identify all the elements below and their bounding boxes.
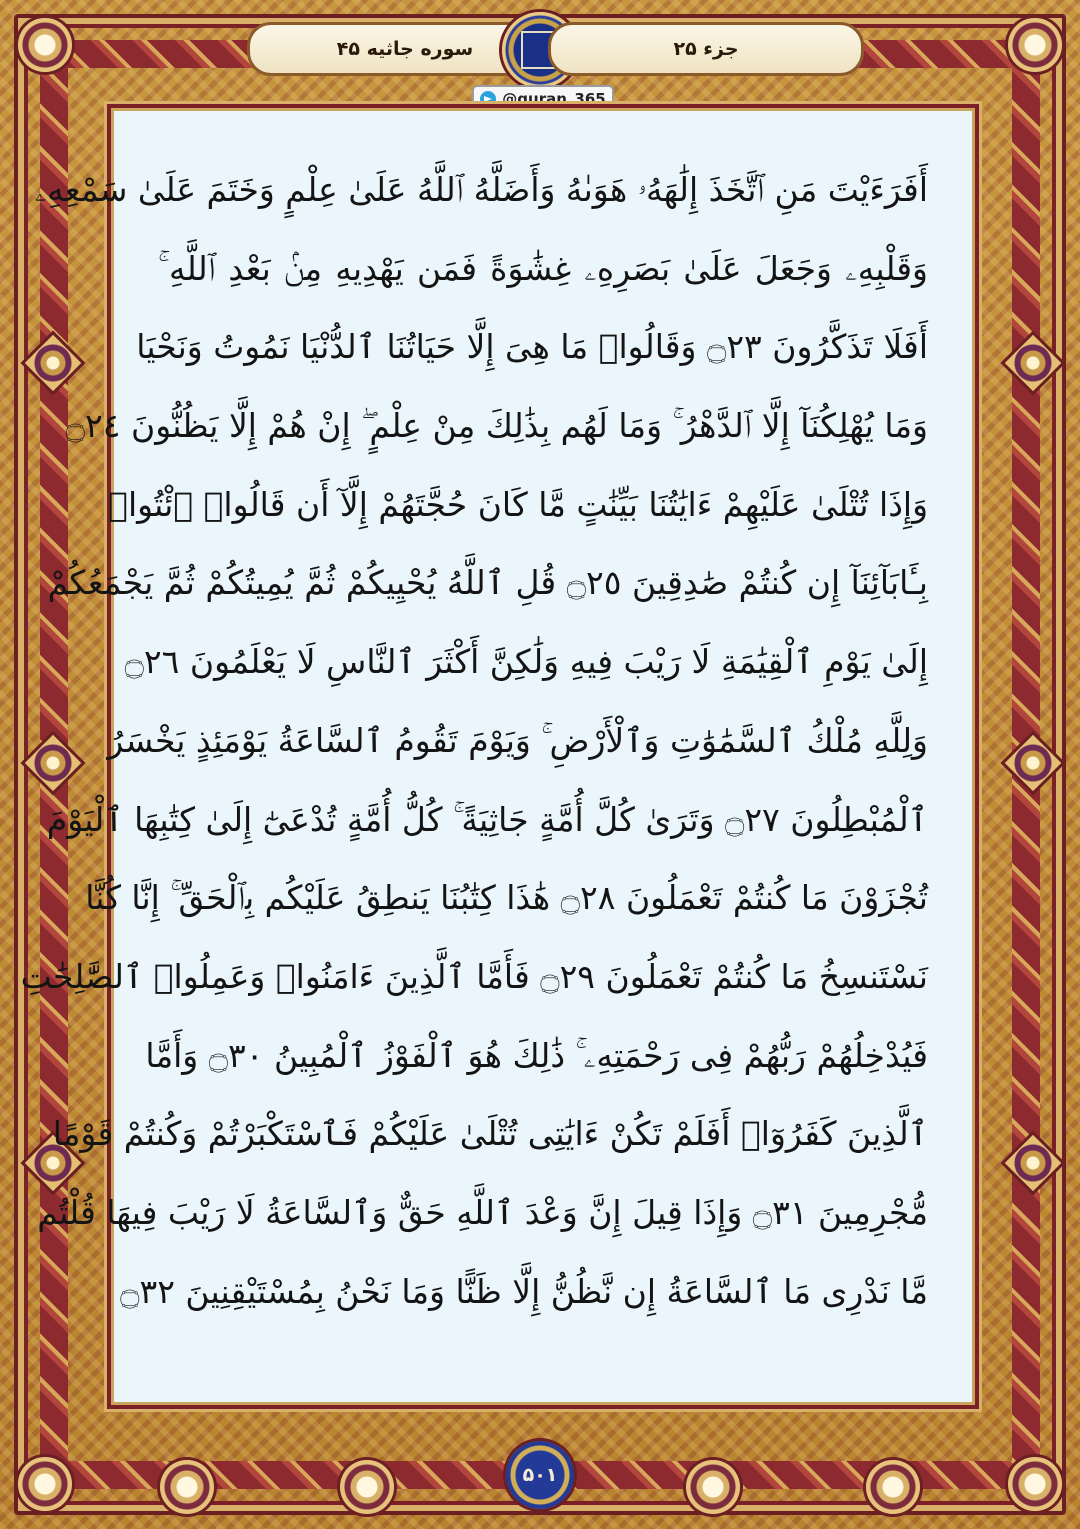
verse-line: وَمَا يُهْلِكُنَآ إِلَّا ٱلدَّهْرُ ۚ وَمَا لَهُم بِذَٰلِكَ مِنْ عِلْمٍ ۖ إِنْ هُمْ إِلَّا يَظُنُّونَ ۝٢٤ — [65, 406, 928, 446]
verse-line: تُجْزَوْنَ مَا كُنتُمْ تَعْمَلُونَ ۝٢٨ هَٰذَا كِتَٰبُنَا يَنطِقُ عَلَيْكُم بِٱلْحَقِّ ۚ إِنَّا كُنَّا — [85, 878, 928, 918]
verse-line: نَسْتَنسِخُ مَا كُنتُمْ تَعْمَلُونَ ۝٢٩ فَأَمَّا ٱلَّذِينَ ءَامَنُوا۟ وَعَمِلُوا۟ ٱلصَّٰلِحَٰتِ — [20, 956, 928, 996]
verse-line: مُّجْرِمِينَ ۝٣١ وَإِذَا قِيلَ إِنَّ وَعْدَ ٱللَّهِ حَقٌّ وَٱلسَّاعَةُ لَا رَيْبَ فِيهَا قُلْتُم — [37, 1192, 928, 1232]
juz-label: جزء ۲۵ — [548, 22, 864, 76]
bottom-ornament-icon — [160, 1460, 214, 1514]
verse-line: أَفَرَءَيْتَ مَنِ ٱتَّخَذَ إِلَٰهَهُۥ هَوَىٰهُ وَأَضَلَّهُ ٱللَّهُ عَلَىٰ عِلْمٍ وَخَتَمَ عَلَىٰ سَمْعِهِۦ — [34, 170, 928, 209]
corner-medallion-icon — [1008, 1457, 1062, 1511]
corner-medallion-icon — [1008, 18, 1062, 72]
verse-lines — [20, 151, 972, 1331]
bottom-ornament-icon — [866, 1460, 920, 1514]
verse-line: إِلَىٰ يَوْمِ ٱلْقِيَٰمَةِ لَا رَيْبَ فِيهِ وَلَٰكِنَّ أَكْثَرَ ٱلنَّاسِ لَا يَعْلَمُونَ ۝٢٦ — [124, 642, 928, 682]
verse-line: فَيُدْخِلُهُمْ رَبُّهُمْ فِى رَحْمَتِهِۦ ۚ ذَٰلِكَ هُوَ ٱلْفَوْزُ ٱلْمُبِينُ ۝٣٠ وَأَمَّا — [145, 1035, 928, 1075]
verse-line: وَإِذَا تُتْلَىٰ عَلَيْهِمْ ءَايَٰتُنَا بَيِّنَٰتٍ مَّا كَانَ حُجَّتَهُمْ إِلَّآ أَن قَالُوا۟ ٱئْتُوا۟ — [108, 484, 928, 524]
telegram-icon — [480, 91, 496, 107]
bottom-ornament-icon — [686, 1460, 740, 1514]
corner-medallion-icon — [18, 1457, 72, 1511]
verse-line: ٱلْمُبْطِلُونَ ۝٢٧ وَتَرَىٰ كُلَّ أُمَّةٍ جَاثِيَةً ۚ كُلُّ أُمَّةٍ تُدْعَىٰٓ إِلَىٰ كِتَٰبِهَا ٱلْيَوْمَ — [46, 799, 928, 839]
verse-line: وَقَلْبِهِۦ وَجَعَلَ عَلَىٰ بَصَرِهِۦ غِشَٰوَةً فَمَن يَهْدِيهِ مِنۢ بَعْدِ ٱللَّهِ ۚ — [158, 248, 928, 288]
verse-line: بِـَٔابَآئِنَآ إِن كُنتُمْ صَٰدِقِينَ ۝٢٥ قُلِ ٱللَّهُ يُحْيِيكُمْ ثُمَّ يُمِيتُكُمْ ثُمَّ يَجْمَعُكُمْ — [47, 563, 928, 603]
verse-line: ٱلَّذِينَ كَفَرُوٓا۟ أَفَلَمْ تَكُنْ ءَايَٰتِى تُتْلَىٰ عَلَيْكُمْ فَٱسْتَكْبَرْتُمْ وَكُنتُمْ قَوْمًا — [52, 1114, 928, 1154]
surah-label: سوره جاثيه ۴۵ — [247, 22, 563, 76]
page-number: ۵۰۱ — [506, 1441, 574, 1509]
verse-line: مَّا نَدْرِى مَا ٱلسَّاعَةُ إِن نَّظُنُّ إِلَّا ظَنًّا وَمَا نَحْنُ بِمُسْتَيْقِنِينَ ۝٣٢ — [120, 1271, 928, 1311]
verse-line: وَلِلَّهِ مُلْكُ ٱلسَّمَٰوَٰتِ وَٱلْأَرْضِ ۚ وَيَوْمَ تَقُومُ ٱلسَّاعَةُ يَوْمَئِذٍ يَخْسَرُ — [107, 720, 928, 760]
verse-panel — [20, 108, 975, 1405]
bottom-ornament-icon — [340, 1460, 394, 1514]
verse-line: أَفَلَا تَذَكَّرُونَ ۝٢٣ وَقَالُوا۟ مَا هِىَ إِلَّا حَيَاتُنَا ٱلدُّنْيَا نَمُوتُ وَنَحْيَا — [136, 327, 928, 367]
channel-handle[interactable]: @quran_365 — [502, 90, 606, 108]
corner-medallion-icon — [18, 18, 72, 72]
